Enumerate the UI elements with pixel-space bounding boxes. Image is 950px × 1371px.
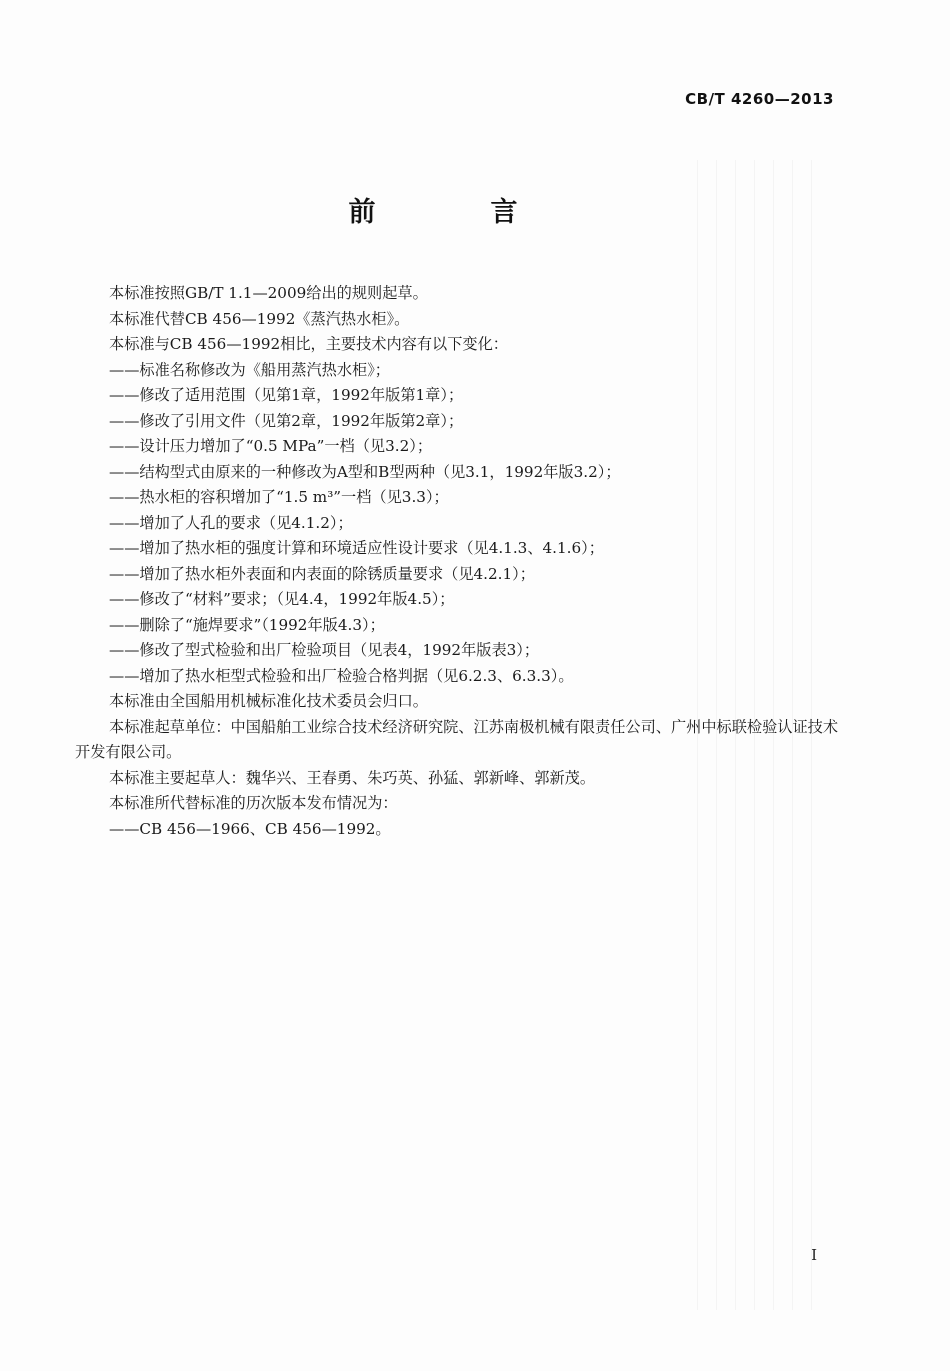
change-item: ——增加了热水柜外表面和内表面的除锈质量要求（见4.2.1）； (109, 564, 535, 583)
change-item: ——标准名称修改为《船用蒸汽热水柜》； (109, 360, 390, 379)
foreword-body (75, 281, 845, 842)
paragraph-history-list: ——CB 456—1966、CB 456—1992。 (109, 819, 391, 838)
change-item: ——设计压力增加了“0.5 MPa”一档（见3.2）； (109, 437, 433, 455)
change-item: ——修改了型式检验和出厂检验项目（见表4，1992年版表3）； (109, 641, 540, 659)
change-item: ——增加了热水柜型式检验和出厂检验合格判据（见6.2.3、6.3.3）。 (109, 666, 574, 685)
change-item: ——修改了引用文件（见第2章，1992年版第2章）； (109, 411, 464, 430)
paragraph-committee: 本标准由全国船用机械标准化技术委员会归口。 (109, 692, 428, 710)
paragraph-changes-intro: 本标准与CB 456—1992相比，主要技术内容有以下变化： (109, 335, 508, 353)
change-item: ——热水柜的容积增加了“1.5 m³”一档（见3.3）； (109, 488, 449, 506)
change-item: ——结构型式由原来的一种修改为A型和B型两种（见3.1，1992年版3.2）； (109, 462, 621, 481)
standard-code: CB/T 4260—2013 (685, 90, 834, 108)
paragraph-drafting-units: 本标准起草单位：中国船舶工业综合技术经济研究院、江苏南极机械有限责任公司、广州中标联检验认证技术开发有限公司。 (75, 717, 838, 761)
paragraph-replaces: 本标准代替CB 456—1992《蒸汽热水柜》。 (109, 309, 410, 328)
change-item: ——增加了人孔的要求（见4.1.2）； (109, 513, 353, 532)
change-item: ——增加了热水柜的强度计算和环境适应性设计要求（见4.1.3、4.1.6）； (109, 539, 604, 557)
paragraph-drafting-rules: 本标准按照GB/T 1.1—2009给出的规则起草。 (109, 284, 428, 302)
paragraph-drafters: 本标准主要起草人：魏华兴、王春勇、朱巧英、孙猛、郭新峰、郭新茂。 (109, 768, 595, 787)
change-item: ——修改了“材料”要求；（见4.4，1992年版4.5）； (109, 590, 455, 608)
page-number: I (811, 1246, 817, 1264)
change-item: ——删除了“施焊要求”（1992年版4.3）； (109, 615, 385, 634)
change-item: ——修改了适用范围（见第1章，1992年版第1章）； (109, 386, 464, 404)
page-title: 前 言 (348, 197, 562, 228)
paragraph-history-intro: 本标准所代替标准的历次版本发布情况为： (109, 794, 398, 812)
